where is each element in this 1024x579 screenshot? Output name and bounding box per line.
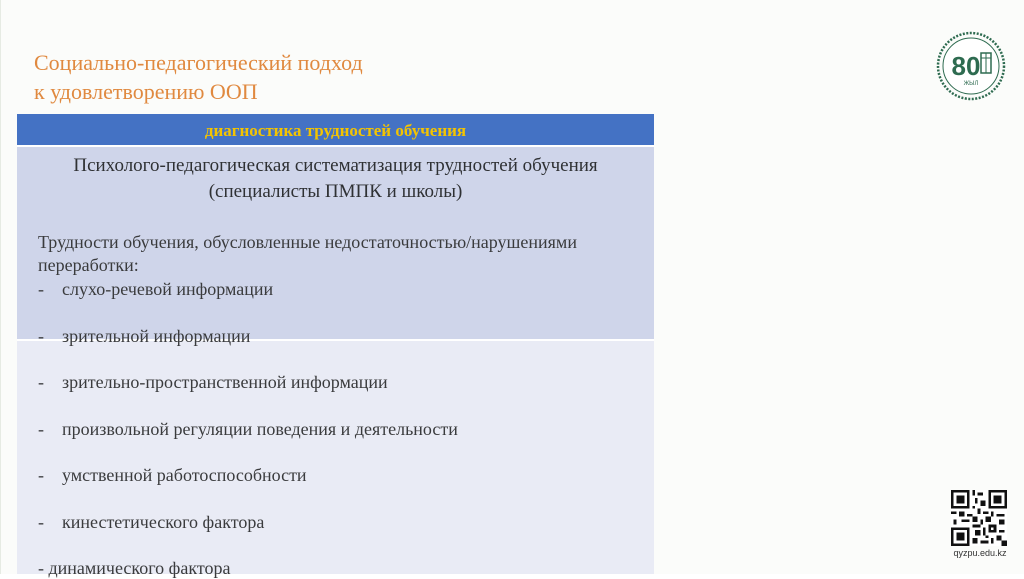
list-item: - кинестетического фактора <box>38 512 265 532</box>
row1-line-1: Психолого-педагогическая систематизация трудностей обучения <box>73 155 598 176</box>
content-table <box>17 114 654 578</box>
list-item: - зрительно-пространственной информации <box>38 372 388 392</box>
title-line-2: к удовлетворению ООП <box>34 79 258 104</box>
logo-number: 80 <box>951 51 981 81</box>
logo-caption: ЖЫЛ <box>963 81 979 87</box>
qr-code-icon[interactable] <box>951 490 1007 546</box>
list-item: - умственной работоспособности <box>38 465 307 485</box>
slide-title <box>34 48 363 106</box>
list-item: - динамического фактора <box>38 558 231 578</box>
table-header: диагностика трудностей обучения <box>17 114 654 147</box>
intro-line-2: переработки: <box>38 255 139 275</box>
qr-caption[interactable]: qyzpu.edu.kz <box>953 548 1007 558</box>
anniversary-logo <box>936 31 1006 101</box>
list-item: - зрительной информации <box>38 326 251 346</box>
title-line-1: Социально-педагогический подход <box>34 50 363 75</box>
intro-line-1: Трудности обучения, обусловленные недостаточностью/нарушениями <box>38 232 577 252</box>
list-item: - слухо-речевой информации <box>38 279 274 299</box>
row1-line-2: (специалисты ПМПК и школы) <box>208 181 463 202</box>
list-item: - произвольной регуляции поведения и деятельности <box>38 419 458 439</box>
